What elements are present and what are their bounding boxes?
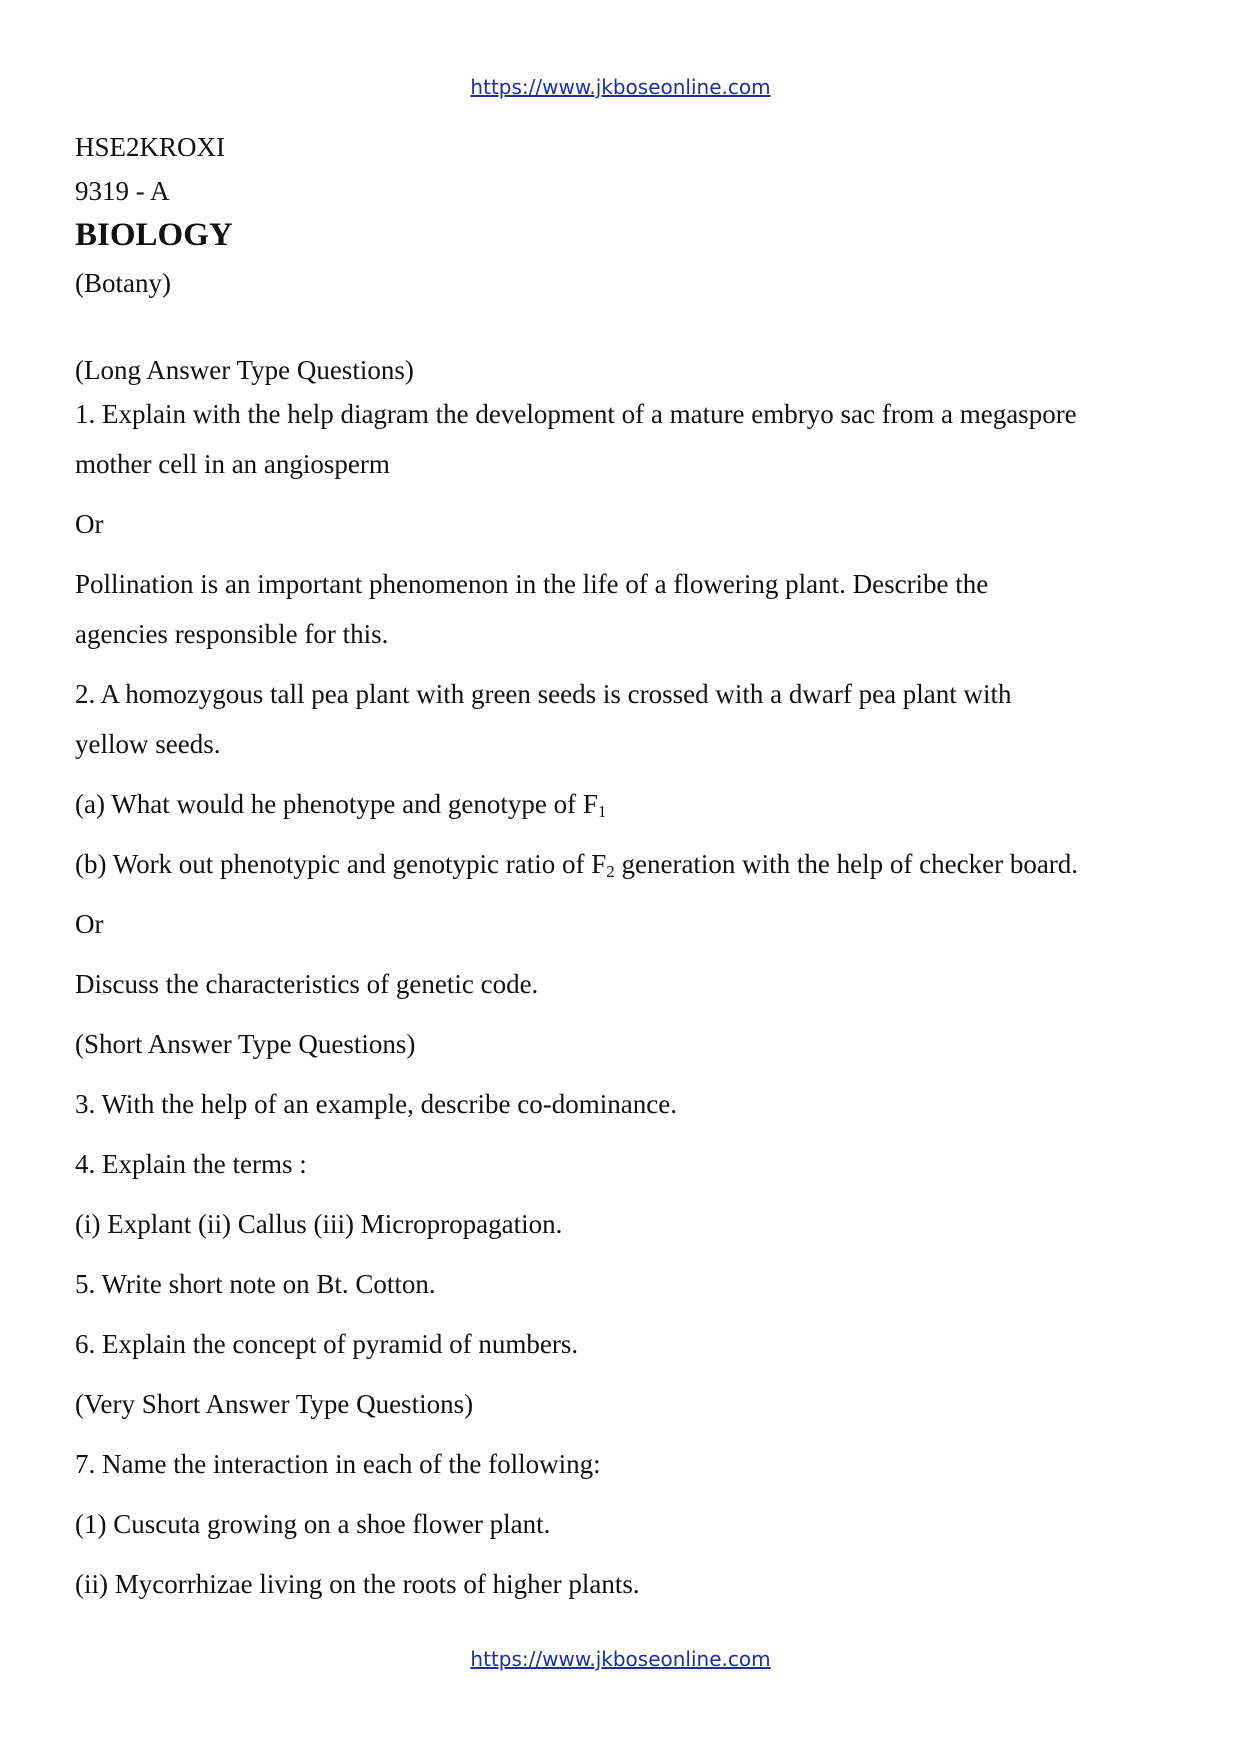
question-2b-text: (b) Work out phenotypic and genotypic ratio of F	[75, 849, 607, 879]
question-2-line-2: yellow seeds.	[75, 729, 221, 759]
question-1-line-1: 1. Explain with the help diagram the development of a mature embryo sac from a megaspore	[75, 399, 1077, 429]
header-link[interactable]: https://www.jkboseonline.com	[470, 75, 771, 99]
paper-code: HSE2KROXI	[75, 132, 226, 162]
question-1-line-2: mother cell in an angiosperm	[75, 449, 390, 479]
question-2-alt: Discuss the characteristics of genetic code.	[75, 969, 539, 999]
question-4: 4. Explain the terms :	[75, 1149, 307, 1179]
paper-series: 9319 - A	[75, 176, 170, 206]
question-1-alt-line-2: agencies responsible for this.	[75, 619, 389, 649]
question-7-item-2: (ii) Mycorrhizae living on the roots of higher plants.	[75, 1569, 640, 1599]
question-7-item-1: (1) Cuscuta growing on a shoe flower plant.	[75, 1509, 551, 1539]
question-2-line-1: 2. A homozygous tall pea plant with green seeds is crossed with a dwarf pea plant with	[75, 679, 1012, 709]
subject-title: BIOLOGY	[75, 217, 233, 253]
or-separator-1: Or	[75, 509, 104, 539]
subject-subtitle: (Botany)	[75, 268, 171, 298]
or-separator-2: Or	[75, 909, 104, 939]
question-1-alt-line-1: Pollination is an important phenomenon in the life of a flowering plant. Describe the	[75, 569, 989, 599]
question-2a-subscript: 1	[597, 802, 607, 821]
question-6: 6. Explain the concept of pyramid of numbers.	[75, 1329, 579, 1359]
question-2a	[75, 787, 606, 821]
question-7: 7. Name the interaction in each of the following:	[75, 1449, 601, 1479]
footer-link[interactable]: https://www.jkboseonline.com	[470, 1647, 771, 1671]
section-very-short-heading: (Very Short Answer Type Questions)	[75, 1389, 474, 1419]
section-short-heading: (Short Answer Type Questions)	[75, 1029, 416, 1059]
question-3: 3. With the help of an example, describe co-dominance.	[75, 1089, 677, 1119]
section-long-heading: (Long Answer Type Questions)	[75, 355, 414, 385]
question-5: 5. Write short note on Bt. Cotton.	[75, 1269, 436, 1299]
question-2b-subscript: 2	[606, 862, 615, 881]
question-2a-text: (a) What would he phenotype and genotype of F	[75, 789, 598, 819]
question-4-terms: (i) Explant (ii) Callus (iii) Micropropagation.	[75, 1209, 563, 1239]
question-2b	[75, 847, 1078, 881]
question-2b-text-end: generation with the help of checker board.	[614, 849, 1079, 879]
